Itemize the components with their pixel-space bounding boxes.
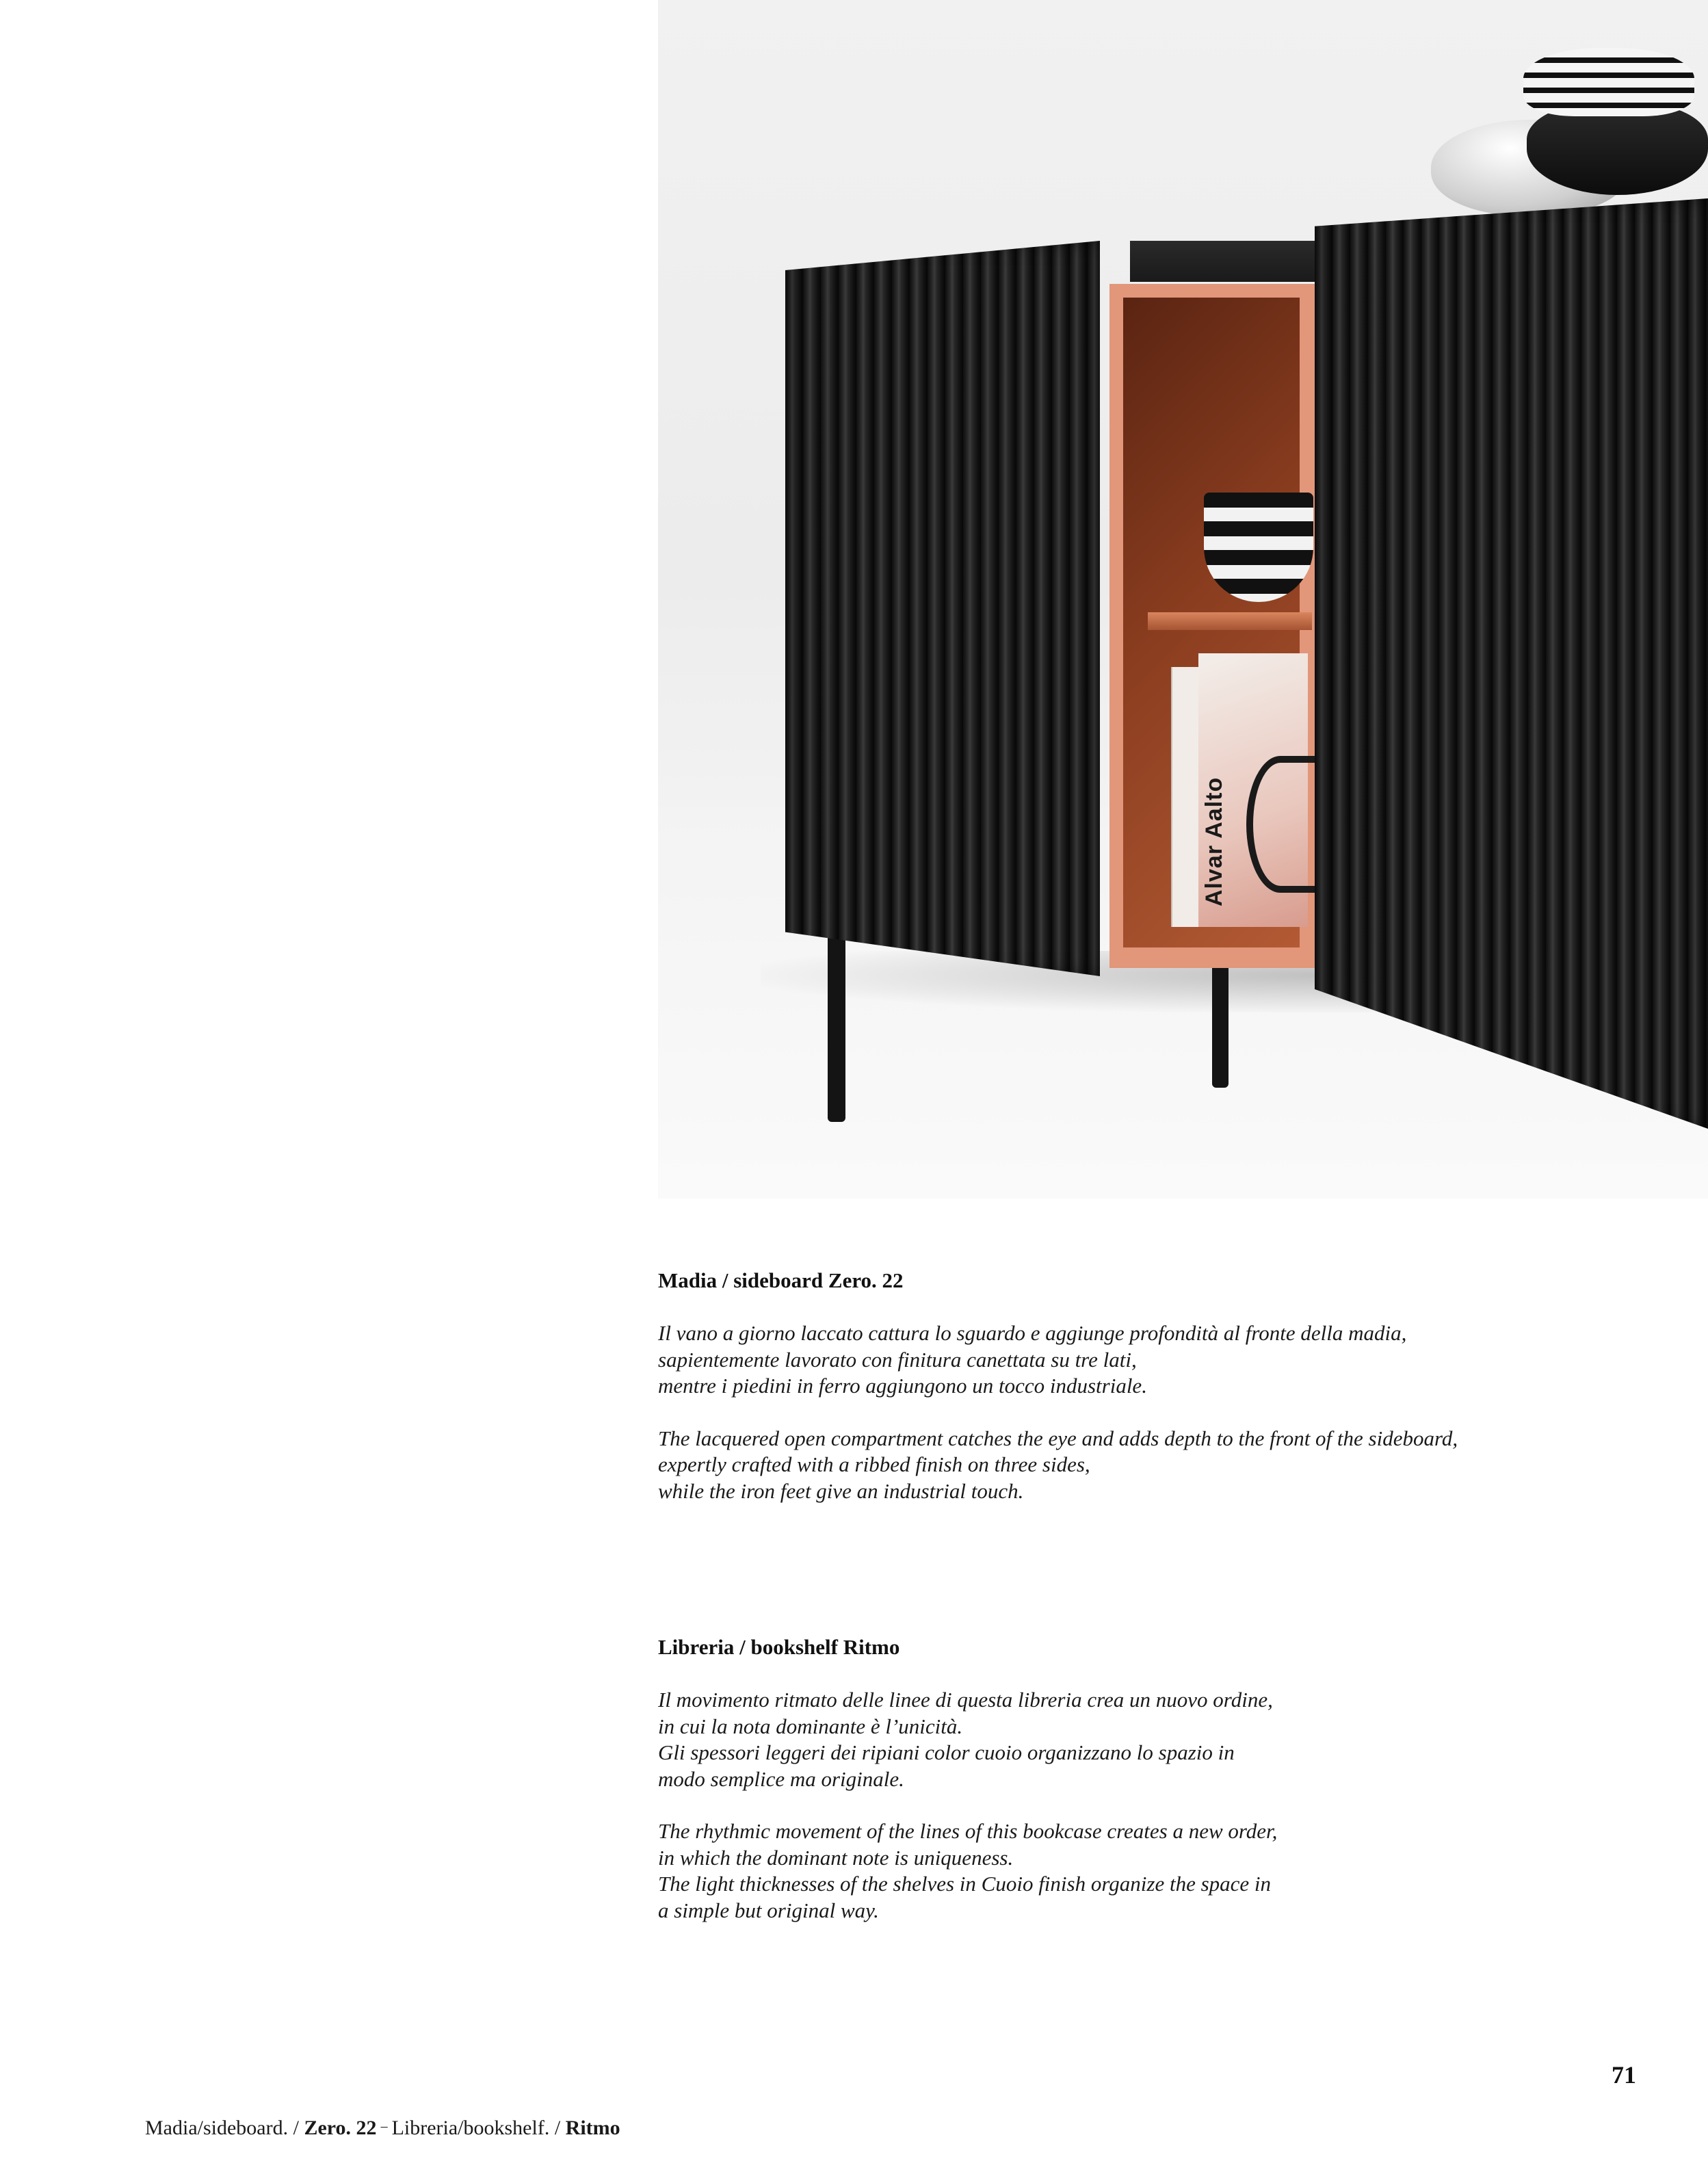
footer-label-bookshelf: Libreria/bookshelf. / <box>391 2117 566 2139</box>
black-vase <box>1527 103 1708 195</box>
section-heading: Madia / sideboard Zero. 22 <box>658 1268 904 1292</box>
description-english <box>658 1426 1561 1505</box>
lacquered-open-compartment <box>1109 284 1315 968</box>
text-line: expertly crafted with a ribbed finish on three sides, <box>658 1452 1090 1476</box>
compartment-shelf <box>1148 612 1312 630</box>
footer-separator: – <box>380 2119 388 2134</box>
text-line: sapientemente lavorato con finitura canettata su tre lati, <box>658 1347 1137 1372</box>
product-photo <box>658 0 1708 1199</box>
page-number: 71 <box>1612 2061 1636 2089</box>
footer-label-sideboard: Madia/sideboard. / <box>145 2117 304 2139</box>
text-line: Gli spessori leggeri dei ripiani color cuoio organizzano lo spazio in <box>658 1740 1235 1764</box>
ribbed-door-left <box>785 241 1100 976</box>
description-english <box>658 1818 1561 1924</box>
text-line: The lacquered open compartment catches the eye and adds depth to the front of the sideboard, <box>658 1426 1458 1450</box>
striped-vase <box>1523 48 1694 116</box>
text-line: Il movimento ritmato delle linee di questa libreria crea un nuovo ordine, <box>658 1688 1273 1712</box>
text-line: Il vano a giorno laccato cattura lo sguardo e aggiunge profondità al fronte della madia, <box>658 1321 1407 1345</box>
text-line: in cui la nota dominante è l’unicità. <box>658 1714 963 1738</box>
text-line: mentre i piedini in ferro aggiungono un tocco industriale. <box>658 1374 1147 1398</box>
text-line: in which the dominant note is uniqueness. <box>658 1845 1014 1870</box>
text-line: The light thicknesses of the shelves in Cuoio finish organize the space in <box>658 1872 1272 1896</box>
ribbed-door-right <box>1315 198 1708 1129</box>
section-bookshelf-ritmo <box>658 1634 1561 1924</box>
iron-leg-front <box>828 910 845 1122</box>
book-thin <box>1171 667 1200 927</box>
book-spine-title: Alvar Aalto <box>1201 776 1227 906</box>
text-line: The rhythmic movement of the lines of this bookcase creates a new order, <box>658 1819 1278 1843</box>
section-sideboard-zero22 <box>658 1267 1561 1504</box>
books-stack <box>1171 653 1308 927</box>
text-line: a simple but original way. <box>658 1898 879 1922</box>
text-line: while the iron feet give an industrial touch. <box>658 1478 1024 1503</box>
description-italian <box>658 1320 1561 1400</box>
compartment-interior <box>1123 298 1300 947</box>
sideboard-top <box>1130 241 1322 282</box>
description-italian <box>658 1687 1561 1792</box>
footer-product-zero22: Zero. 22 <box>304 2117 377 2139</box>
page-footer <box>145 2114 620 2141</box>
striped-bowl <box>1204 493 1313 602</box>
text-line: modo semplice ma originale. <box>658 1766 904 1791</box>
section-heading: Libreria / bookshelf Ritmo <box>658 1635 900 1659</box>
footer-product-ritmo: Ritmo <box>565 2117 620 2139</box>
